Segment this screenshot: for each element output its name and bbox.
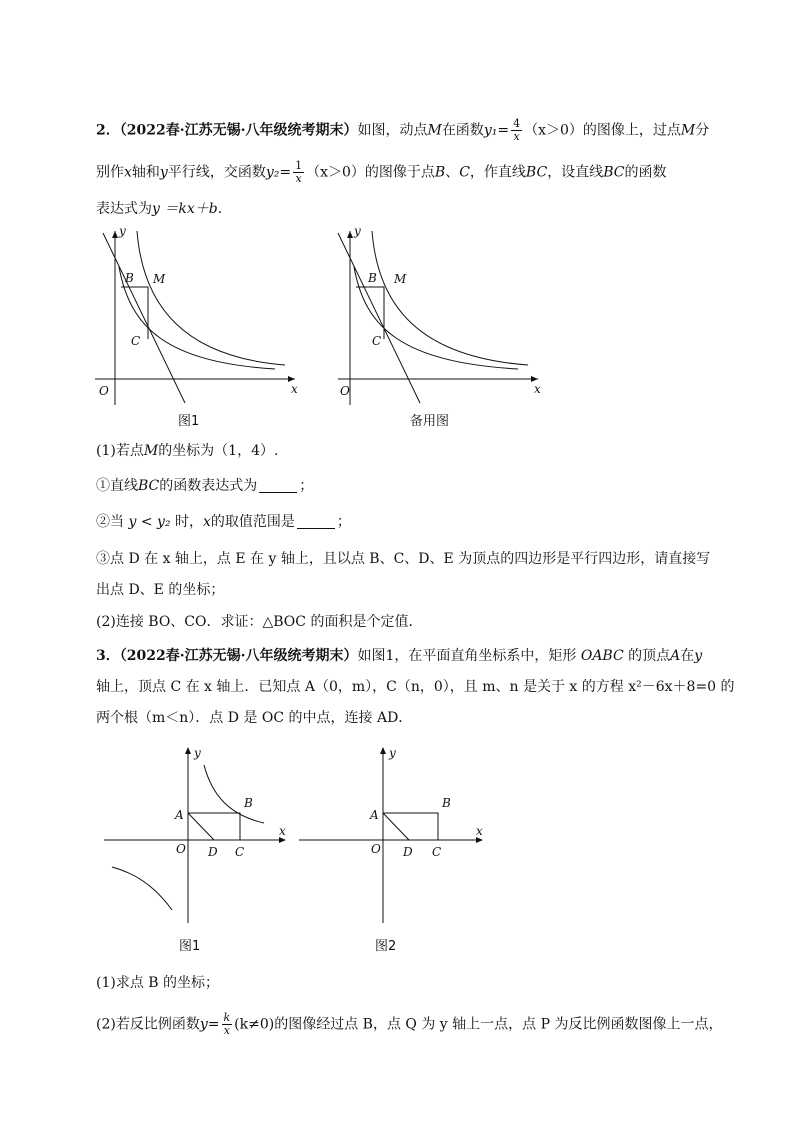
point-m-label: M [153, 272, 166, 286]
q2-line-2: 别作x轴和y平行线，交函数y₂= $\frac{1}{x}$ （x＞0）的图像于点B、C，作直线BC，设直线BC的函数 [96, 159, 667, 185]
q3-line-2: 轴上，顶点 C 在 x 轴上．已知点 A（0，m），C（n，0），且 m、n 是关于 x 的方程 x²－6x＋8=0 的 [96, 679, 735, 695]
x-axis-label: x [291, 382, 298, 396]
q3-figure-2 [299, 745, 489, 929]
x-axis-label: x [534, 382, 541, 396]
y-axis-label: y [119, 224, 126, 238]
q3-source: （2022春·江苏无锡·八年级统考期末） [119, 648, 358, 664]
point-b-label: B [442, 796, 451, 810]
q2-source: （2022春·江苏无锡·八年级统考期末） [119, 122, 358, 139]
q3-part-1: (1)求点 B 的坐标； [96, 975, 220, 991]
point-c-label: C [235, 845, 245, 859]
point-a-label: A [175, 808, 184, 822]
origin-label: O [340, 384, 350, 398]
y-axis-label: y [194, 746, 201, 760]
q2-line-1: 2．（2022春·江苏无锡·八年级统考期末）如图，动点M在函数y₁= $\frac{4}{x}$ （x＞0）的图像上，过点M分 [96, 117, 710, 143]
point-a-label: A [370, 808, 379, 822]
q3-line-1: 3．（2022春·江苏无锡·八年级统考期末）如图1，在平面直角坐标系中，矩形 OABC 的顶点A在y [96, 648, 703, 664]
x-axis-label: x [279, 824, 286, 838]
q3-figure-1-caption: 图1 [179, 939, 201, 954]
point-d-label: D [208, 845, 218, 859]
q2-line-3: 表达式为y ＝kx＋b. [96, 201, 223, 217]
q2-figure-2-caption: 备用图 [410, 414, 450, 429]
q2-part-1a: ①直线BC的函数表达式为 ； [96, 478, 314, 494]
point-d-label: D [403, 845, 413, 859]
answer-blank [259, 478, 297, 493]
q3-figure-2-caption: 图2 [375, 939, 397, 954]
q2-figure-1 [95, 224, 305, 411]
fraction-k-over-x: $\frac{k}{x}$ [223, 1011, 231, 1037]
point-b-label: B [244, 796, 253, 810]
origin-label: O [99, 384, 109, 398]
fraction-1-over-x: $\frac{1}{x}$ [295, 159, 303, 185]
point-c-label: C [432, 845, 442, 859]
q2-part-2: (2)连接 BO、CO．求证：△BOC 的面积是个定值． [96, 614, 423, 630]
q2-part-1c-line-2: 出点 D、E 的坐标； [96, 582, 225, 598]
point-b-label: B [125, 271, 134, 285]
q2-figure-2 [338, 224, 548, 411]
q2-figure-1-caption: 图1 [178, 414, 200, 429]
point-c-label: C [131, 334, 141, 348]
q3-line-3: 两个根（m＜n）．点 D 是 OC 的中点，连接 AD． [96, 710, 413, 726]
point-c-label: C [372, 334, 382, 348]
y-axis-label: y [354, 224, 361, 238]
y-axis-label: y [389, 746, 396, 760]
point-b-label: B [368, 271, 377, 285]
q2-part-1c-line-1: ③点 D 在 x 轴上，点 E 在 y 轴上，且以点 B、C、D、E 为顶点的四边形是平行四边形，请直接写 [96, 551, 711, 567]
origin-label: O [176, 842, 186, 856]
point-m-label: M [394, 272, 407, 286]
q2-part-1: (1)若点M的坐标为（1，4）. [96, 443, 279, 459]
q3-figure-1 [104, 745, 294, 929]
origin-label: O [371, 842, 381, 856]
fraction-4-over-x: $\frac{4}{x}$ [513, 117, 521, 143]
q2-part-1b: ②当 y < y₂ 时，x的取值范围是 ； [96, 514, 351, 530]
x-axis-label: x [476, 824, 483, 838]
q3-part-2: (2)若反比例函数y= $\frac{k}{x}$ (k≠0)的图像经过点 B，点 Q 为 y 轴上一点，点 P 为反比例函数图像上一点， [96, 1011, 723, 1037]
answer-blank [297, 514, 335, 529]
